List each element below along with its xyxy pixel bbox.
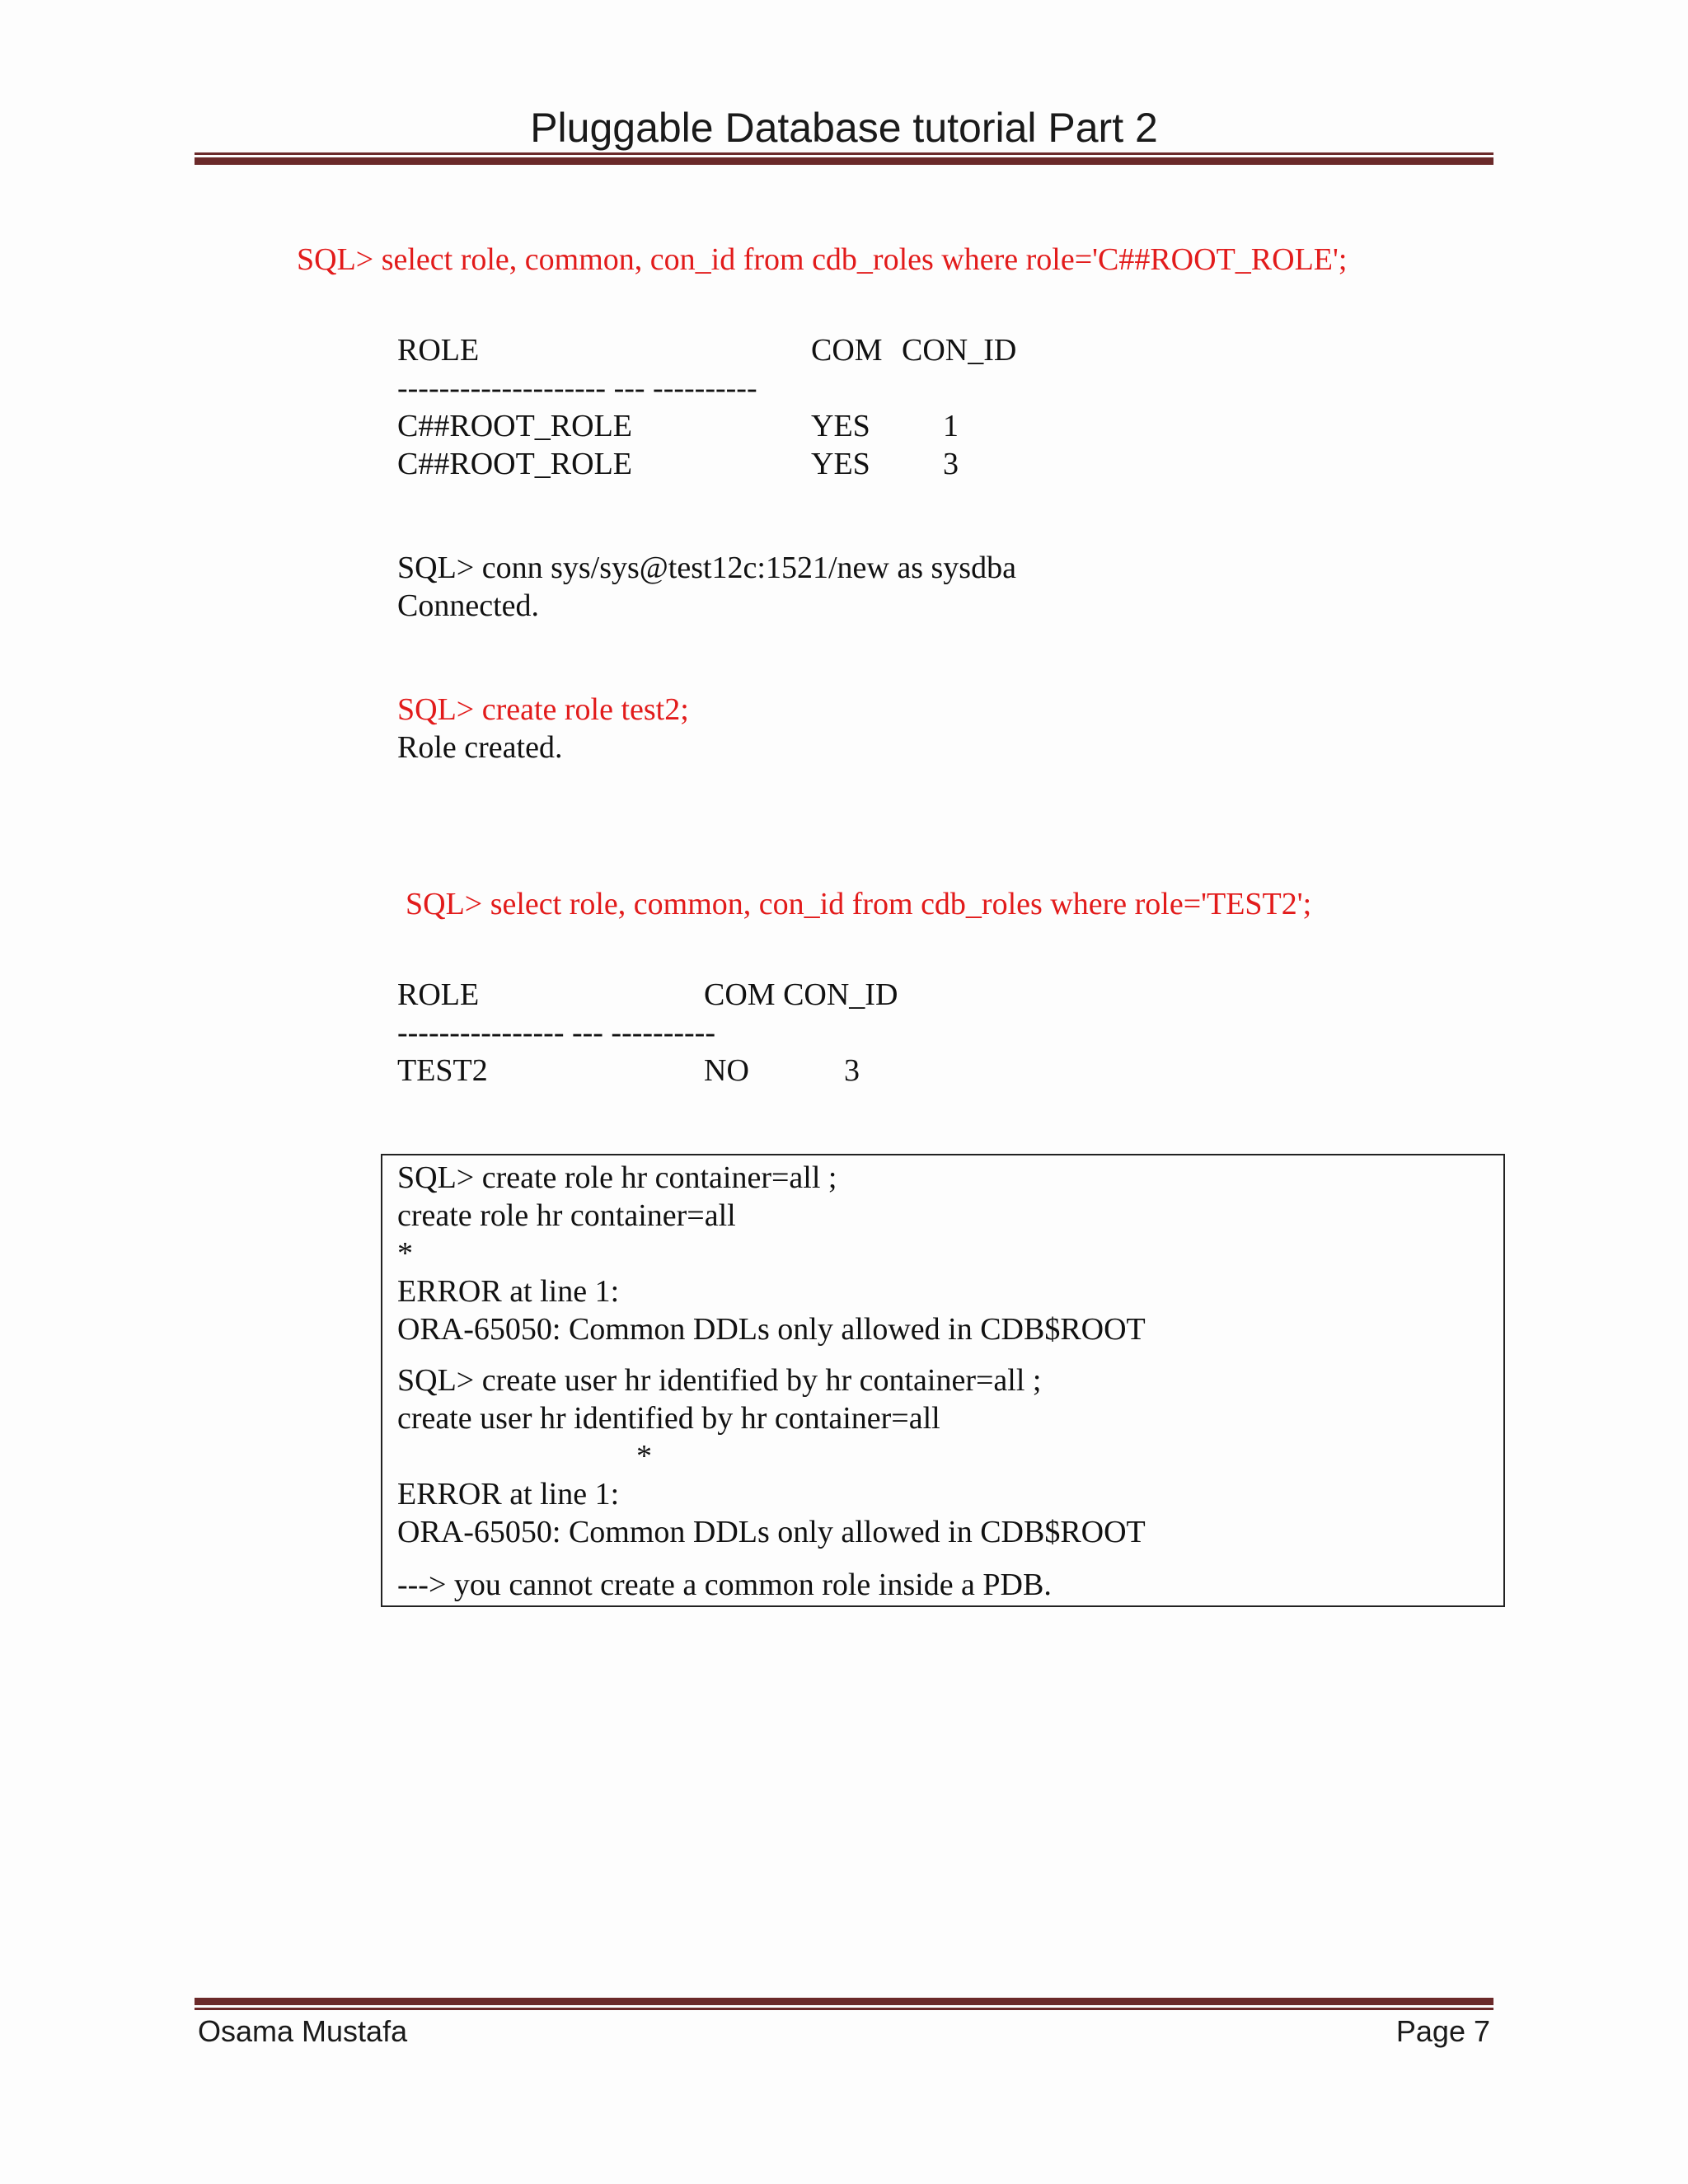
box-line-1: SQL> create role hr container=all ;	[397, 1160, 837, 1195]
box-line-11-note: ---> you cannot create a common role inside a PDB.	[397, 1568, 1052, 1602]
box-line-8-asterisk: *	[636, 1439, 652, 1474]
header-rule-thin	[195, 152, 1493, 155]
table-1-row-1-role: C##ROOT_ROLE	[397, 409, 632, 443]
table-1-row-2-con-id: 3	[943, 447, 959, 481]
table-1-separator: -------------------- --- ----------	[397, 371, 757, 405]
create-role-result: Role created.	[397, 730, 563, 765]
create-role-command: SQL> create role test2;	[397, 692, 689, 727]
table-1-row-2-com: YES	[811, 447, 870, 481]
table-2-header-com-con-id: COM CON_ID	[704, 977, 898, 1012]
table-1-header-con-id: CON_ID	[902, 333, 1017, 368]
table-2-separator: ---------------- --- ----------	[397, 1015, 715, 1050]
table-1-header-role: ROLE	[397, 333, 480, 368]
footer-page-number: Page 7	[1395, 2014, 1490, 2048]
table-1-row-1-com: YES	[811, 409, 870, 443]
header-rule-thick	[195, 157, 1493, 165]
box-line-4: ERROR at line 1:	[397, 1274, 620, 1309]
table-2-row-1-role: TEST2	[397, 1053, 488, 1088]
footer-author: Osama Mustafa	[198, 2014, 408, 2048]
table-1-header-com: COM	[811, 333, 883, 368]
footer-rule	[195, 1998, 1493, 2011]
footer-rule-thick	[195, 1998, 1493, 2005]
box-line-5: ORA-65050: Common DDLs only allowed in CDB$ROOT	[397, 1312, 1146, 1347]
box-line-9: ERROR at line 1:	[397, 1477, 620, 1511]
footer-rule-thin	[195, 2008, 1493, 2010]
table-1-row-1-con-id: 1	[943, 409, 959, 443]
table-2-header-role: ROLE	[397, 977, 480, 1012]
header-rule	[195, 152, 1493, 166]
box-line-10: ORA-65050: Common DDLs only allowed in CDB$ROOT	[397, 1515, 1146, 1549]
table-2-row-1-com: NO	[704, 1053, 749, 1088]
box-line-3-asterisk: *	[397, 1236, 413, 1271]
box-line-7: create user hr identified by hr container=all	[397, 1401, 940, 1436]
query-2-command: SQL> select role, common, con_id from cdb_roles where role='TEST2';	[406, 887, 1312, 921]
table-1-row-2-role: C##ROOT_ROLE	[397, 447, 632, 481]
box-line-6: SQL> create user hr identified by hr container=all ;	[397, 1363, 1042, 1398]
page-title: Pluggable Database tutorial Part 2	[530, 105, 1158, 151]
table-2-row-1-con-id: 3	[844, 1053, 860, 1088]
conn-result: Connected.	[397, 588, 540, 623]
conn-command: SQL> conn sys/sys@test12c:1521/new as sysdba	[397, 551, 1016, 585]
box-line-2: create role hr container=all	[397, 1198, 736, 1233]
query-1-command: SQL> select role, common, con_id from cdb_roles where role='C##ROOT_ROLE';	[297, 242, 1348, 277]
